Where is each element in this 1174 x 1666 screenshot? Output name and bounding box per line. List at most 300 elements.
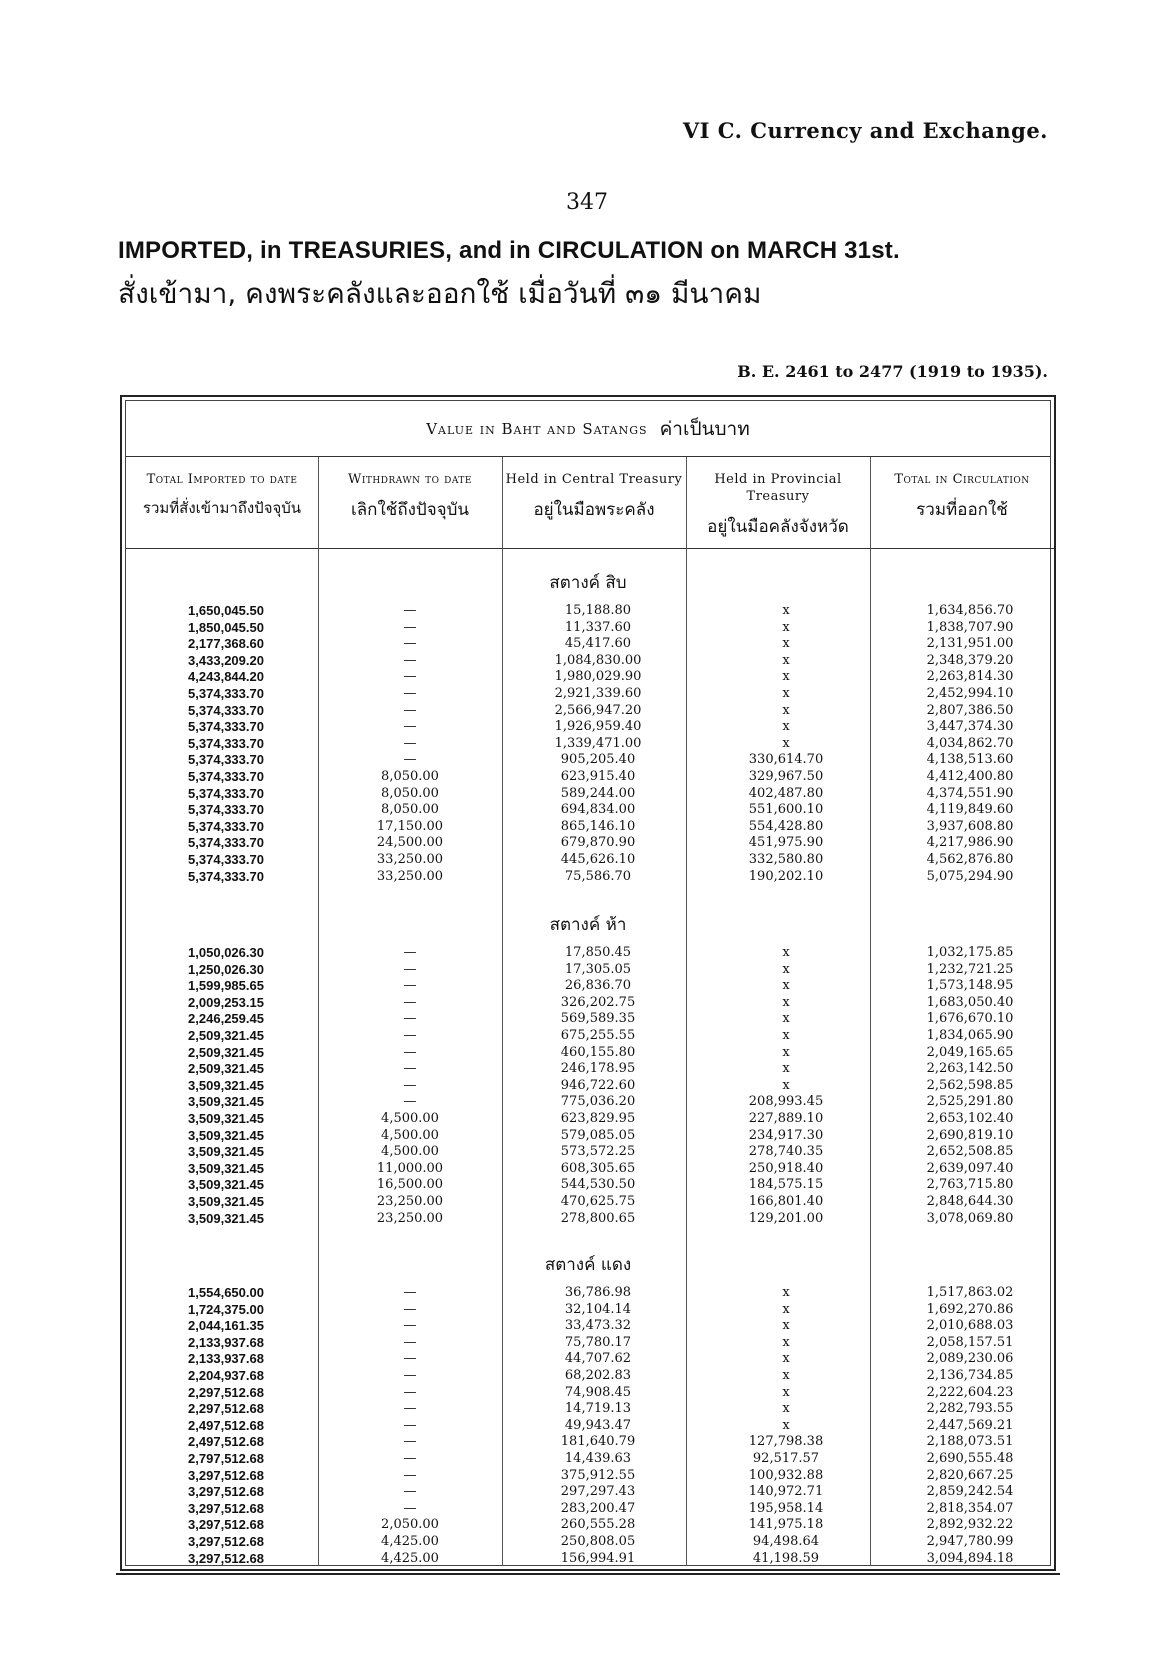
table-cell: 3,509,321.45 bbox=[188, 1094, 264, 1110]
table-row bbox=[126, 719, 1050, 735]
table-cell: 2,089,230.06 bbox=[926, 1351, 1014, 1367]
table-cell: x bbox=[782, 1301, 790, 1317]
table-cell: — bbox=[403, 619, 417, 635]
table-row bbox=[126, 1551, 1050, 1567]
table-cell: 569,589.35 bbox=[560, 1011, 636, 1027]
column-header-thai: รวมที่ออกใช้ bbox=[916, 500, 1008, 520]
table-row bbox=[126, 1128, 1050, 1144]
table-cell: 2,525,291.80 bbox=[926, 1094, 1014, 1110]
table-cell: 33,473.32 bbox=[564, 1318, 632, 1334]
table-cell: 3,078,069.80 bbox=[926, 1210, 1014, 1226]
table-cell: 8,050.00 bbox=[381, 769, 439, 784]
page-number: 347 bbox=[566, 190, 608, 215]
table-row bbox=[126, 819, 1050, 835]
table-cell: 3,937,608.80 bbox=[926, 818, 1014, 834]
table-cell: — bbox=[403, 752, 417, 768]
table-cell: 2,348,379.20 bbox=[926, 652, 1014, 668]
table-cell: 2,204,937.68 bbox=[188, 1368, 264, 1383]
table-cell: 140,972.71 bbox=[748, 1484, 824, 1500]
table-cell: 2,133,937.68 bbox=[188, 1351, 264, 1367]
table-cell: 1,573,148.95 bbox=[926, 978, 1014, 994]
table-row bbox=[126, 1111, 1050, 1127]
table-cell: 1,850,045.50 bbox=[188, 619, 264, 635]
table-cell: 1,838,707.90 bbox=[926, 619, 1014, 635]
table-cell: 15,188.80 bbox=[564, 603, 632, 618]
table-cell: 2,562,598.85 bbox=[926, 1077, 1014, 1093]
table-cell: 3,509,321.45 bbox=[188, 1194, 264, 1209]
table-cell: 2,497,512.68 bbox=[188, 1434, 264, 1450]
table-cell: — bbox=[403, 1484, 417, 1500]
table-cell: 5,374,333.70 bbox=[188, 868, 264, 884]
column-header-thai: รวมที่สั่งเข้ามาถึงปัจจุบัน bbox=[142, 499, 302, 517]
table-cell: 3,509,321.45 bbox=[188, 1210, 264, 1226]
table-cell: 2,652,508.85 bbox=[926, 1144, 1014, 1160]
table-cell: 2,049,165.65 bbox=[926, 1044, 1014, 1060]
table-row bbox=[126, 1302, 1050, 1318]
table-cell: 3,509,321.45 bbox=[188, 1077, 264, 1093]
table-cell: x bbox=[782, 1285, 790, 1300]
table-cell: 14,719.13 bbox=[564, 1401, 632, 1417]
table-cell: 4,374,551.90 bbox=[926, 785, 1014, 801]
table-cell: 470,625.75 bbox=[560, 1194, 636, 1209]
table-cell: 623,829.95 bbox=[560, 1111, 636, 1126]
table-cell: — bbox=[403, 1368, 417, 1383]
table-cell: 4,425.00 bbox=[381, 1550, 439, 1566]
table-cell: 5,374,333.70 bbox=[188, 835, 264, 851]
table-cell: 2,820,667.25 bbox=[926, 1467, 1014, 1483]
table-cell: 36,786.98 bbox=[564, 1285, 632, 1300]
table-cell: x bbox=[782, 1334, 790, 1350]
table-cell: x bbox=[782, 994, 790, 1010]
table-cell: x bbox=[782, 669, 790, 685]
table-cell: 297,297.43 bbox=[560, 1484, 636, 1500]
table-cell: 2,566,947.20 bbox=[554, 702, 642, 718]
table-cell: 3,509,321.45 bbox=[188, 1144, 264, 1160]
table-cell: — bbox=[403, 603, 417, 618]
table-cell: 1,692,270.86 bbox=[926, 1301, 1014, 1317]
table-cell: 375,912.55 bbox=[560, 1467, 636, 1483]
table-cell: — bbox=[403, 1044, 417, 1060]
table-cell: — bbox=[403, 994, 417, 1010]
table-cell: 1,834,065.90 bbox=[926, 1028, 1014, 1043]
table-cell: 2,690,819.10 bbox=[926, 1127, 1014, 1143]
table-cell: 2,921,339.60 bbox=[554, 686, 642, 701]
table-cell: 4,243,844.20 bbox=[188, 669, 264, 685]
table-cell: 2,188,073.51 bbox=[926, 1434, 1014, 1450]
table-cell: 260,555.28 bbox=[560, 1517, 636, 1533]
column-header-en: Held in Provincial Treasury bbox=[714, 472, 842, 504]
table-cell: 402,487.80 bbox=[748, 785, 824, 801]
section-label: VI C. Currency and Exchange. bbox=[682, 118, 1048, 143]
table-cell: 460,155.80 bbox=[560, 1044, 636, 1060]
table-cell: x bbox=[782, 1401, 790, 1417]
table-cell: 190,202.10 bbox=[748, 868, 824, 884]
table-cell: 14,439.63 bbox=[564, 1451, 632, 1466]
table-cell: 326,202.75 bbox=[560, 994, 636, 1010]
table-cell: 17,850.45 bbox=[564, 945, 632, 960]
table-row bbox=[126, 1144, 1050, 1160]
table-cell: 4,034,862.70 bbox=[926, 735, 1014, 751]
table-cell: 4,138,513.60 bbox=[926, 752, 1014, 768]
table-cell: x bbox=[782, 1011, 790, 1027]
table-cell: 5,374,333.70 bbox=[188, 735, 264, 751]
table-row bbox=[126, 978, 1050, 994]
table-cell: — bbox=[403, 1061, 417, 1077]
table-row bbox=[126, 1078, 1050, 1094]
value-heading-en: Value in Baht and Satangs bbox=[426, 419, 648, 438]
table-cell: 141,975.18 bbox=[748, 1517, 824, 1533]
table-cell: 2,044,161.35 bbox=[188, 1318, 264, 1334]
table-cell: 5,374,333.70 bbox=[188, 719, 264, 735]
table-cell: 1,676,670.10 bbox=[926, 1011, 1014, 1027]
table-cell: 3,509,321.45 bbox=[188, 1111, 264, 1126]
table-row bbox=[126, 852, 1050, 868]
table-cell: 3,297,512.68 bbox=[188, 1484, 264, 1500]
column-header-thai: อยู่ในมือคลังจังหวัด bbox=[707, 517, 849, 537]
table-cell: 3,297,512.68 bbox=[188, 1467, 264, 1483]
table-cell: 2,447,569.21 bbox=[926, 1417, 1014, 1433]
section-title: สตางค์ แดง bbox=[544, 1255, 632, 1275]
table-cell: 1,634,856.70 bbox=[926, 603, 1014, 618]
table-cell: 2,177,368.60 bbox=[188, 636, 264, 652]
table-cell: 4,217,986.90 bbox=[926, 835, 1014, 851]
table-cell: 2,136,734.85 bbox=[926, 1368, 1014, 1383]
table-cell: 208,993.45 bbox=[748, 1094, 824, 1110]
column-header-en: Held in Central Treasury bbox=[505, 472, 683, 487]
table-cell: x bbox=[782, 978, 790, 994]
table-cell: — bbox=[403, 978, 417, 994]
section-title: สตางค์ สิบ bbox=[549, 573, 627, 593]
table-cell: — bbox=[403, 1094, 417, 1110]
table-cell: 2,263,814.30 bbox=[926, 669, 1014, 685]
table-cell: — bbox=[403, 686, 417, 701]
table-cell: 166,801.40 bbox=[748, 1194, 824, 1209]
table-cell: 445,626.10 bbox=[560, 852, 636, 867]
table-cell: x bbox=[782, 735, 790, 751]
table-cell: 865,146.10 bbox=[560, 818, 636, 834]
table-body bbox=[125, 400, 1051, 1566]
table-cell: — bbox=[403, 1285, 417, 1300]
column-header-thai: อยู่ในมือพระคลัง bbox=[533, 500, 655, 520]
table-cell: 544,530.50 bbox=[560, 1177, 636, 1193]
table-row bbox=[126, 1028, 1050, 1044]
table-cell: 2,509,321.45 bbox=[188, 1028, 264, 1043]
table-cell: 3,509,321.45 bbox=[188, 1127, 264, 1143]
table-cell: 5,374,333.70 bbox=[188, 818, 264, 834]
table-cell: — bbox=[403, 1451, 417, 1466]
table-cell: 8,050.00 bbox=[381, 785, 439, 801]
table-cell: 3,509,321.45 bbox=[188, 1160, 264, 1176]
table-cell: 227,889.10 bbox=[748, 1111, 824, 1126]
table-cell: — bbox=[403, 1334, 417, 1350]
table-cell: 26,836.70 bbox=[564, 978, 632, 994]
table-cell: 4,562,876.80 bbox=[926, 852, 1014, 867]
table-cell: 946,722.60 bbox=[560, 1077, 636, 1093]
table-cell: x bbox=[782, 636, 790, 652]
table-cell: 278,740.35 bbox=[748, 1144, 824, 1160]
table-cell: 5,374,333.70 bbox=[188, 702, 264, 718]
table-cell: 5,374,333.70 bbox=[188, 785, 264, 801]
table-row bbox=[126, 1211, 1050, 1227]
table-cell: 92,517.57 bbox=[752, 1451, 820, 1466]
table-cell: 1,650,045.50 bbox=[188, 603, 264, 618]
table-row bbox=[126, 995, 1050, 1011]
column-header-en: Withdrawn to date bbox=[348, 472, 472, 487]
table-cell: 905,205.40 bbox=[560, 752, 636, 768]
table-cell: 75,586.70 bbox=[564, 868, 632, 884]
table-cell: 44,707.62 bbox=[564, 1351, 632, 1367]
table-row bbox=[126, 1501, 1050, 1517]
table-cell: x bbox=[782, 619, 790, 635]
table-cell: 1,050,026.30 bbox=[188, 945, 264, 960]
page-title-thai: สั่งเข้ามา, คงพระคลังและออกใช้ เมื่อวันที่ ๓๑ มีนาคม bbox=[118, 277, 762, 310]
column-header-provincial-treasury bbox=[686, 457, 870, 549]
table-row bbox=[126, 653, 1050, 669]
table-cell: 1,554,650.00 bbox=[188, 1285, 264, 1300]
data-table bbox=[120, 395, 1056, 1571]
table-cell: 2,297,512.68 bbox=[188, 1401, 264, 1417]
table-cell: 2,509,321.45 bbox=[188, 1061, 264, 1077]
table-cell: 2,009,253.15 bbox=[188, 994, 264, 1010]
table-row bbox=[126, 1468, 1050, 1484]
table-cell: 5,075,294.90 bbox=[926, 868, 1014, 884]
table-cell: x bbox=[782, 961, 790, 977]
table-cell: 3,297,512.68 bbox=[188, 1550, 264, 1566]
table-cell: 675,255.55 bbox=[560, 1028, 636, 1043]
table-cell: — bbox=[403, 1011, 417, 1027]
table-cell: x bbox=[782, 652, 790, 668]
table-row bbox=[126, 1177, 1050, 1193]
table-cell: 2,892,932.22 bbox=[926, 1517, 1014, 1533]
table-cell: 195,958.14 bbox=[748, 1500, 824, 1516]
table-cell: 2,497,512.68 bbox=[188, 1417, 264, 1433]
table-row bbox=[126, 1194, 1050, 1210]
table-cell: — bbox=[403, 1028, 417, 1043]
table-cell: 329,967.50 bbox=[748, 769, 824, 784]
table-cell: 3,297,512.68 bbox=[188, 1500, 264, 1516]
table-row bbox=[126, 736, 1050, 752]
table-cell: 579,085.05 bbox=[560, 1127, 636, 1143]
table-cell: 17,305.05 bbox=[564, 961, 632, 977]
table-cell: 127,798.38 bbox=[748, 1434, 824, 1450]
date-range: B. E. 2461 to 2477 (1919 to 1935). bbox=[737, 362, 1048, 381]
table-cell: 4,425.00 bbox=[381, 1534, 439, 1549]
table-cell: 74,908.45 bbox=[564, 1384, 632, 1400]
table-row bbox=[126, 769, 1050, 785]
table-cell: 2,282,793.55 bbox=[926, 1401, 1014, 1417]
table-bottom-rule bbox=[116, 1573, 1060, 1575]
table-row bbox=[126, 802, 1050, 818]
table-cell: — bbox=[403, 669, 417, 685]
table-cell: 2,133,937.68 bbox=[188, 1334, 264, 1350]
table-cell: 4,119,849.60 bbox=[926, 802, 1014, 818]
table-cell: 2,690,555.48 bbox=[926, 1451, 1014, 1466]
table-cell: x bbox=[782, 1044, 790, 1060]
table-cell: 246,178.95 bbox=[560, 1061, 636, 1077]
column-header-thai: เลิกใช้ถึงปัจจุบัน bbox=[350, 500, 470, 520]
table-cell: 8,050.00 bbox=[381, 802, 439, 818]
table-cell: 1,517,863.02 bbox=[926, 1285, 1014, 1300]
table-cell: 1,980,029.90 bbox=[554, 669, 642, 685]
table-cell: — bbox=[403, 1301, 417, 1317]
table-cell: 3,447,374.30 bbox=[926, 719, 1014, 735]
value-heading-thai: ค่าเป็นบาท bbox=[659, 417, 750, 440]
table-cell: 11,000.00 bbox=[376, 1160, 444, 1176]
table-cell: 3,509,321.45 bbox=[188, 1177, 264, 1193]
table-cell: 1,926,959.40 bbox=[554, 719, 642, 735]
table-cell: 1,084,830.00 bbox=[554, 652, 642, 668]
table-cell: 5,374,333.70 bbox=[188, 686, 264, 701]
table-cell: 2,131,951.00 bbox=[926, 636, 1014, 652]
table-row bbox=[126, 620, 1050, 636]
table-row bbox=[126, 1011, 1050, 1027]
table-cell: x bbox=[782, 1368, 790, 1383]
page-title: IMPORTED, in TREASURIES, and in CIRCULATION on MARCH 31st. bbox=[118, 237, 900, 264]
table-cell: 573,572.25 bbox=[560, 1144, 636, 1160]
table-cell: 129,201.00 bbox=[748, 1210, 824, 1226]
table-cell: — bbox=[403, 1434, 417, 1450]
table-cell: x bbox=[782, 1061, 790, 1077]
table-cell: 278,800.65 bbox=[560, 1210, 636, 1226]
table-cell: — bbox=[403, 702, 417, 718]
table-row bbox=[126, 1335, 1050, 1351]
table-cell: 3,094,894.18 bbox=[926, 1550, 1014, 1566]
table-cell: 4,500.00 bbox=[381, 1127, 439, 1143]
table-row bbox=[126, 1451, 1050, 1467]
column-header-total-circulation bbox=[870, 457, 1054, 549]
table-row bbox=[126, 1094, 1050, 1110]
table-cell: 1,032,175.85 bbox=[926, 945, 1014, 960]
table-cell: — bbox=[403, 636, 417, 652]
table-cell: 451,975.90 bbox=[748, 835, 824, 851]
table-cell: 1,724,375.00 bbox=[188, 1301, 264, 1317]
table-cell: 17,150.00 bbox=[376, 818, 444, 834]
column-header-en: Total Imported to date bbox=[146, 472, 298, 487]
column-header-en: Total in Circulation bbox=[894, 472, 1030, 487]
table-cell: 11,337.60 bbox=[564, 619, 632, 635]
table-row bbox=[126, 1418, 1050, 1434]
table-cell: 3,297,512.68 bbox=[188, 1534, 264, 1549]
table-row bbox=[126, 669, 1050, 685]
table-cell: 332,580.80 bbox=[748, 852, 824, 867]
table-cell: 2,818,354.07 bbox=[926, 1500, 1014, 1516]
table-cell: x bbox=[782, 1384, 790, 1400]
table-cell: 68,202.83 bbox=[564, 1368, 632, 1383]
table-cell: 2,639,097.40 bbox=[926, 1160, 1014, 1176]
table-cell: — bbox=[403, 719, 417, 735]
table-row bbox=[126, 1318, 1050, 1334]
table-cell: — bbox=[403, 1417, 417, 1433]
table-cell: 33,250.00 bbox=[376, 852, 444, 867]
table-cell: 156,994.91 bbox=[560, 1550, 636, 1566]
table-cell: 23,250.00 bbox=[376, 1210, 444, 1226]
table-cell: x bbox=[782, 702, 790, 718]
table-cell: 45,417.60 bbox=[564, 636, 632, 652]
table-cell: 775,036.20 bbox=[560, 1094, 636, 1110]
table-cell: 2,763,715.80 bbox=[926, 1177, 1014, 1193]
table-cell: x bbox=[782, 686, 790, 701]
table-cell: 283,200.47 bbox=[560, 1500, 636, 1516]
table-row bbox=[126, 1484, 1050, 1500]
table-cell: 608,305.65 bbox=[560, 1160, 636, 1176]
table-cell: 2,653,102.40 bbox=[926, 1111, 1014, 1126]
table-cell: 1,599,985.65 bbox=[188, 978, 264, 994]
column-header-central-treasury bbox=[502, 457, 686, 549]
table-cell: 589,244.00 bbox=[560, 785, 636, 801]
table-row bbox=[126, 1368, 1050, 1384]
table-cell: 5,374,333.70 bbox=[188, 752, 264, 768]
column-header-total-imported bbox=[126, 457, 318, 549]
table-cell: 234,917.30 bbox=[748, 1127, 824, 1143]
table-row bbox=[126, 1045, 1050, 1061]
table-cell: 2,058,157.51 bbox=[926, 1334, 1014, 1350]
table-row bbox=[126, 1161, 1050, 1177]
table-row bbox=[126, 603, 1050, 619]
table-cell: 2,807,386.50 bbox=[926, 702, 1014, 718]
table-cell: — bbox=[403, 1500, 417, 1516]
table-row bbox=[126, 1351, 1050, 1367]
table-row bbox=[126, 869, 1050, 885]
table-cell: — bbox=[403, 1401, 417, 1417]
table-cell: 4,500.00 bbox=[381, 1111, 439, 1126]
table-cell: 5,374,333.70 bbox=[188, 769, 264, 784]
table-cell: 49,943.47 bbox=[564, 1417, 632, 1433]
table-row bbox=[126, 1285, 1050, 1301]
table-row bbox=[126, 1061, 1050, 1077]
table-row bbox=[126, 835, 1050, 851]
table-row bbox=[126, 703, 1050, 719]
table-cell: x bbox=[782, 1351, 790, 1367]
table-row bbox=[126, 686, 1050, 702]
table-cell: 75,780.17 bbox=[564, 1334, 632, 1350]
table-cell: 33,250.00 bbox=[376, 868, 444, 884]
table-cell: 551,600.10 bbox=[748, 802, 824, 818]
table-cell: 184,575.15 bbox=[748, 1177, 824, 1193]
table-cell: — bbox=[403, 1351, 417, 1367]
table-cell: 2,848,644.30 bbox=[926, 1194, 1014, 1209]
table-cell: 679,870.90 bbox=[560, 835, 636, 851]
table-cell: 3,433,209.20 bbox=[188, 652, 264, 668]
table-cell: 23,250.00 bbox=[376, 1194, 444, 1209]
table-cell: x bbox=[782, 719, 790, 735]
section-title: สตางค์ ห้า bbox=[549, 915, 627, 935]
table-cell: 330,614.70 bbox=[748, 752, 824, 768]
table-row bbox=[126, 1385, 1050, 1401]
table-cell: 2,509,321.45 bbox=[188, 1044, 264, 1060]
table-cell: 2,263,142.50 bbox=[926, 1061, 1014, 1077]
table-cell: 5,374,333.70 bbox=[188, 852, 264, 867]
table-row bbox=[126, 1534, 1050, 1550]
value-heading bbox=[126, 401, 1050, 457]
table-cell: x bbox=[782, 603, 790, 618]
table-cell: 1,683,050.40 bbox=[926, 994, 1014, 1010]
table-cell: x bbox=[782, 1077, 790, 1093]
table-cell: 2,947,780.99 bbox=[926, 1534, 1014, 1549]
table-cell: — bbox=[403, 1384, 417, 1400]
table-cell: 2,297,512.68 bbox=[188, 1384, 264, 1400]
table-cell: — bbox=[403, 1077, 417, 1093]
table-cell: 41,198.59 bbox=[752, 1550, 820, 1566]
table-cell: 2,246,259.45 bbox=[188, 1011, 264, 1027]
table-cell: — bbox=[403, 652, 417, 668]
table-cell: 4,412,400.80 bbox=[926, 769, 1014, 784]
table-row bbox=[126, 962, 1050, 978]
table-cell: — bbox=[403, 735, 417, 751]
table-cell: — bbox=[403, 1467, 417, 1483]
table-cell: 4,500.00 bbox=[381, 1144, 439, 1160]
table-cell: 1,339,471.00 bbox=[554, 735, 642, 751]
table-cell: 2,222,604.23 bbox=[926, 1384, 1014, 1400]
